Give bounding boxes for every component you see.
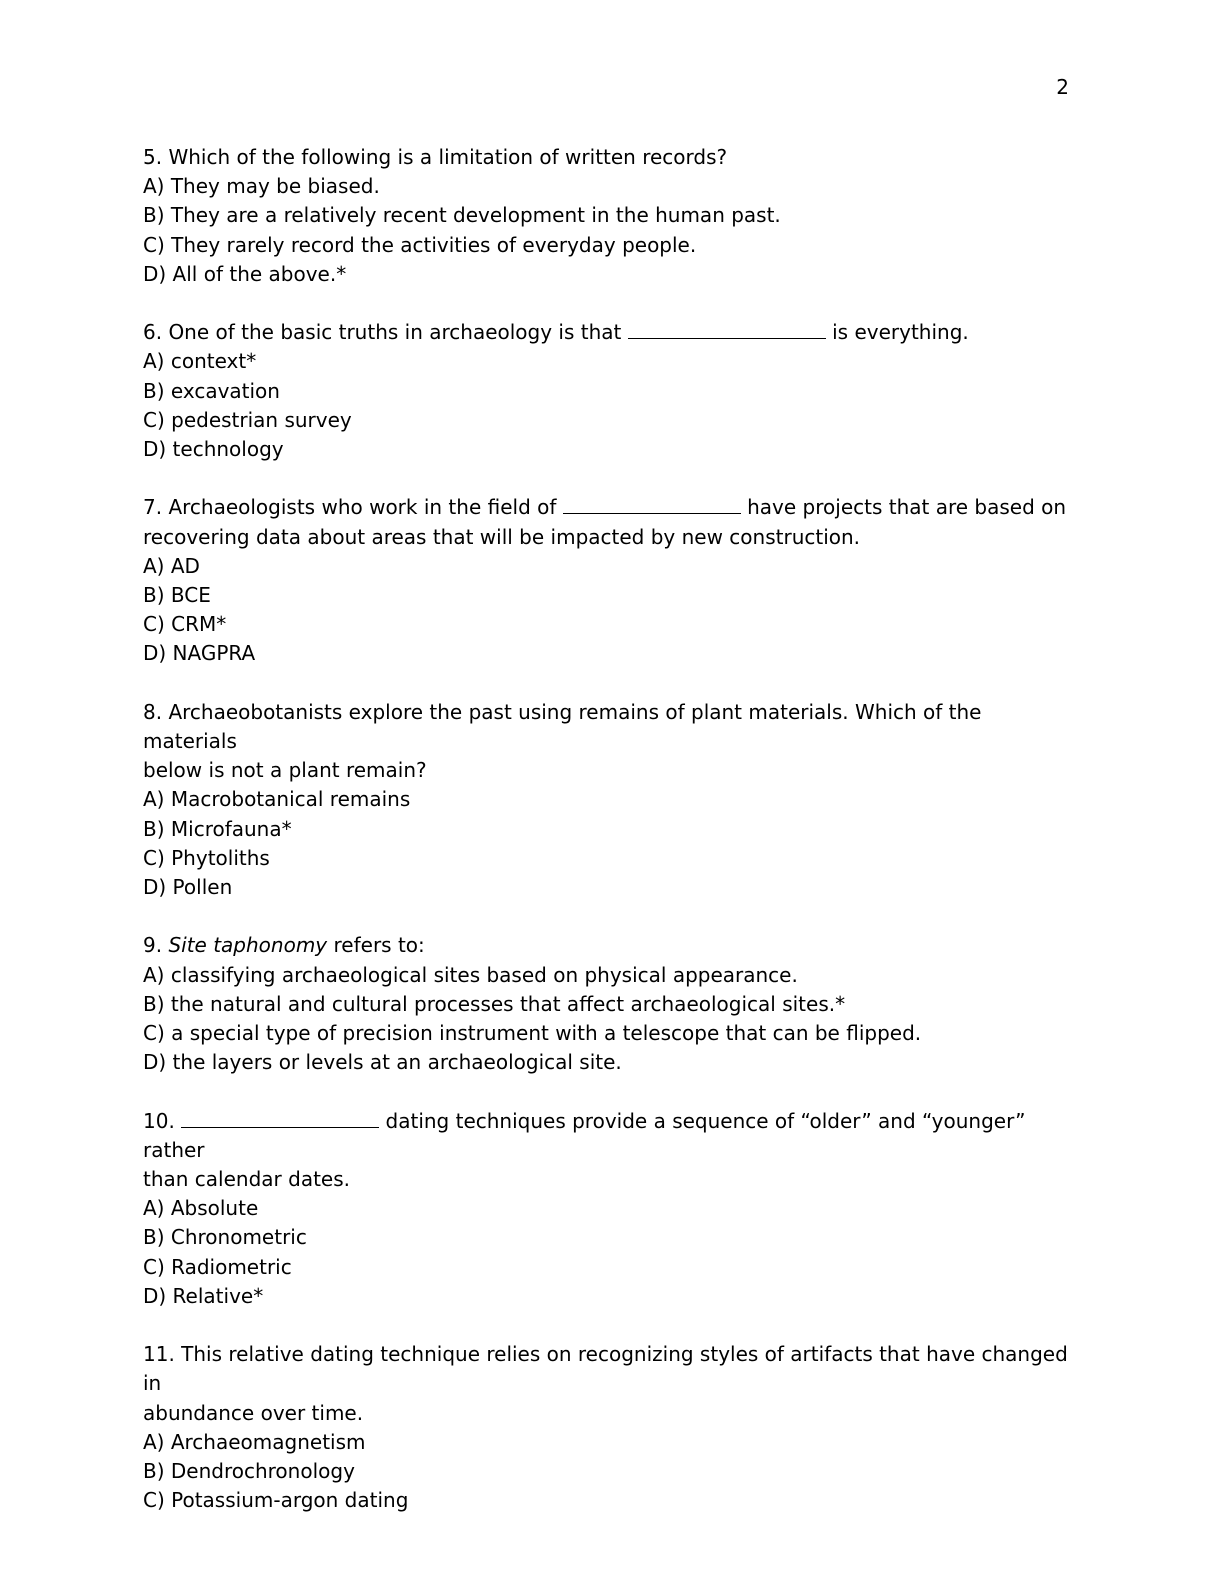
question-stem-continued: recovering data about areas that will be impacted by new construction.	[143, 524, 861, 549]
fill-in-blank	[563, 495, 741, 514]
stem-text: 9.	[143, 933, 169, 958]
answer-option: A) They may be biased.	[143, 174, 380, 199]
answer-option: D) Pollen	[143, 875, 233, 900]
question-stem	[143, 1107, 1078, 1165]
question-8	[143, 698, 1078, 902]
answer-option: A) AD	[143, 553, 200, 578]
page-number: 2	[1056, 75, 1069, 99]
answer-option: D) technology	[143, 437, 284, 462]
stem-text: dating techniques provide a sequence of “older” and “younger” rather	[143, 1108, 1032, 1162]
stem-text: 7. Archaeologists who work in the field of	[143, 495, 563, 520]
answer-option: A) Archaeomagnetism	[143, 1429, 366, 1454]
answer-option: A) classifying archaeological sites based on physical appearance.	[143, 962, 798, 987]
answer-option: C) CRM*	[143, 612, 227, 637]
answer-option: A) context*	[143, 349, 257, 374]
stem-term: Site taphonomy	[168, 933, 328, 958]
question-11	[143, 1340, 1078, 1515]
stem-text: 10.	[143, 1108, 182, 1133]
question-stem	[143, 318, 1078, 347]
fill-in-blank	[628, 320, 826, 339]
question-stem-continued: below is not a plant remain?	[143, 758, 427, 783]
question-stem: 8. Archaeobotanists explore the past using remains of plant materials. Which of the materials	[143, 699, 988, 754]
question-7	[143, 493, 1078, 668]
answer-option: C) Radiometric	[143, 1254, 292, 1279]
question-stem: 11. This relative dating technique relies on recognizing styles of artifacts that have changed in	[143, 1342, 1075, 1396]
answer-option: B) Chronometric	[143, 1225, 307, 1250]
question-stem	[143, 493, 1078, 522]
answer-option: B) They are a relatively recent development in the human past.	[143, 203, 781, 228]
answer-option: A) Absolute	[143, 1196, 259, 1221]
question-stem-continued: abundance over time.	[143, 1400, 364, 1425]
answer-option: C) They rarely record the activities of everyday people.	[143, 232, 697, 257]
answer-option: C) a special type of precision instrument with a telescope that can be flipped.	[143, 1021, 922, 1046]
answer-option: D) Relative*	[143, 1283, 264, 1308]
answer-option: B) the natural and cultural processes that affect archaeological sites.*	[143, 991, 846, 1016]
stem-text: refers to:	[327, 933, 425, 958]
answer-option: D) NAGPRA	[143, 641, 256, 666]
question-6	[143, 318, 1078, 464]
question-list	[143, 143, 1078, 1545]
answer-option: B) Dendrochronology	[143, 1459, 355, 1484]
answer-option: B) Microfauna*	[143, 816, 292, 841]
fill-in-blank	[181, 1109, 379, 1128]
stem-text: is everything.	[825, 320, 969, 345]
question-9	[143, 931, 1078, 1077]
answer-option: D) All of the above.*	[143, 261, 347, 286]
question-stem-continued: than calendar dates.	[143, 1167, 351, 1192]
answer-option: D) the layers or levels at an archaeological site.	[143, 1050, 622, 1075]
answer-option: A) Macrobotanical remains	[143, 787, 411, 812]
answer-option: C) pedestrian survey	[143, 407, 352, 432]
question-stem	[143, 931, 1078, 960]
question-10	[143, 1107, 1078, 1311]
stem-text: 6. One of the basic truths in archaeology is that	[143, 320, 628, 345]
question-5	[143, 143, 1078, 289]
answer-option: B) BCE	[143, 583, 211, 608]
stem-text: have projects that are based on	[740, 495, 1067, 520]
answer-option: C) Potassium-argon dating	[143, 1488, 409, 1513]
answer-option: B) excavation	[143, 378, 280, 403]
question-stem: 5. Which of the following is a limitation of written records?	[143, 145, 728, 169]
answer-option: C) Phytoliths	[143, 845, 270, 870]
